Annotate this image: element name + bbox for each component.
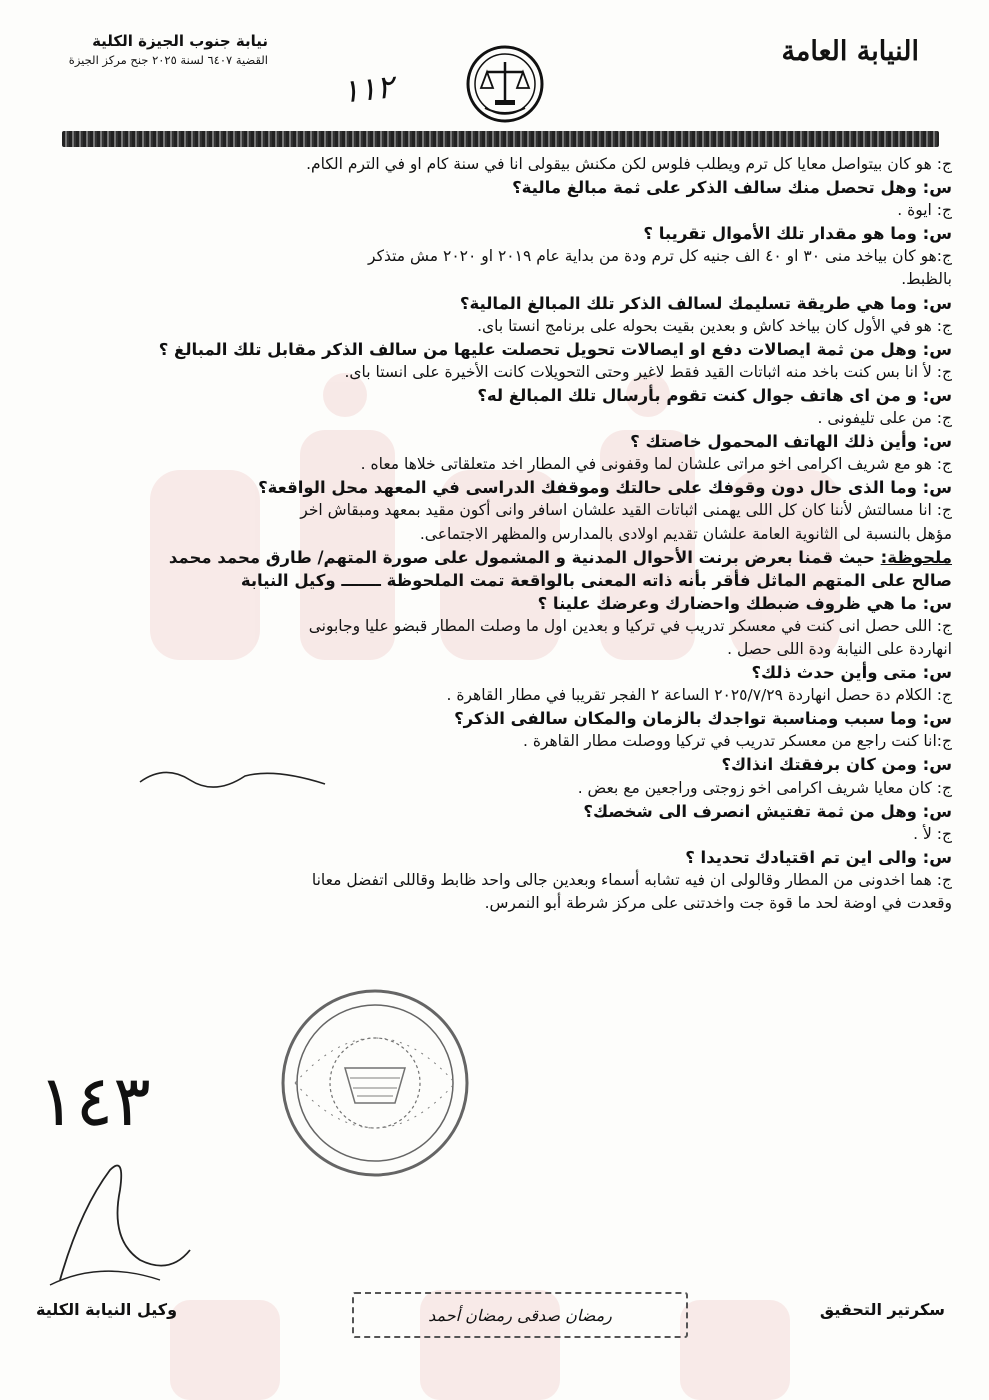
question-line: س: وهل من ثمة ايصالات دفع او ايصالات تحويل تحصلت عليها من سالف الذكر مقابل تلك المبالغ ؟ <box>158 339 952 359</box>
handwritten-margin-number: ١٤٣ <box>38 1060 151 1142</box>
answer-line: ج: هو في الأول كان بياخد كاش و بعدين بقيت بحوله على برنامج انستا باى. <box>477 316 952 335</box>
answer-line: ج: لأ . <box>913 824 952 843</box>
answer-line: مؤهل بالنسبة لى الثانوية العامة علشان تقديم اولادى بالمدارس والمظهر الاجتماعى. <box>419 524 952 543</box>
note-line: صالح على المتهم الماثل فأقر بأنه ذاته المعنى بالواقعة تمت الملحوظة ـــــــ وكيل النيابة <box>240 570 952 590</box>
prosecution-name: نيابة جنوب الجيزة الكلية <box>92 32 268 50</box>
investigation-secretary-label: سكرتير التحقيق <box>819 1300 945 1319</box>
question-line: س: و من اى هاتف جوال كنت تقوم بأرسال تلك المبالغ له؟ <box>477 385 952 405</box>
answer-line: بالظبط. <box>901 270 952 289</box>
question-line: س: ما هي ظروف ضبطك واحضارك وعرضك علينا ؟ <box>537 593 952 613</box>
prosecution-info <box>38 32 268 67</box>
question-line: س: والى اين تم اقتيادك تحديدا ؟ <box>685 847 952 867</box>
question-line: س: وما الذى حال دون وقوفك على حالتك وموقفك الدراسى في المعهد محل الواقعة؟ <box>258 478 952 498</box>
official-seal-icon <box>275 983 475 1183</box>
signature-scribble-icon <box>135 762 335 790</box>
note-label: ملحوظة: <box>880 547 952 567</box>
answer-line: ج:هو كان بياخد منى ٣٠ او ٤٠ الف جنيه كل ترم ودة من بداية عام ٢٠١٩ او ٢٠٢٠ مش متذكر <box>368 247 952 266</box>
answer-line: ج: انا مسالتش لأننا كان كل اللى يهمنى اثباتات القيد علشان اسافر وانى أكون مقيد بمعهد ومبقاش اخر <box>300 501 952 520</box>
interrogation-transcript <box>72 153 952 915</box>
question-line: س: وأين ذلك الهاتف المحمول خاصتك ؟ <box>630 432 952 452</box>
question-line: س: وما سبب ومناسبة تواجدك بالزمان والمكان سالفى الذكر؟ <box>454 709 952 729</box>
page-footer <box>0 1260 989 1400</box>
question-line: س: وما هو مقدار تلك الأموال تقريبا ؟ <box>643 224 952 244</box>
answer-line: ج: لأ انا بس كنت باخد منه اثباتات القيد فقط لاغير وحتى التحويلات كانت الأخيرة على انستا باى. <box>344 362 952 381</box>
case-number: القضية ٦٤٠٧ لسنة ٢٠٢٥ جنح مركز الجيزة <box>68 53 268 67</box>
handwritten-name-box: رمضان صدقى رمضان أحمد <box>352 1292 688 1338</box>
question-line: س: وهل من ثمة تفتيش انصرف الى شخصك؟ <box>583 801 952 821</box>
answer-line: ج: من على تليفونى . <box>817 409 952 428</box>
answer-line: ج: ايوة . <box>897 201 952 220</box>
answer-line: ج: كان معايا شريف اكرامى اخو زوجتى وراجعين مع بعض . <box>577 778 952 797</box>
question-line: س: وما هي طريقة تسليمك لسالف الذكر تلك المبالغ المالية؟ <box>459 293 952 313</box>
question-line: س: متى وأين حدث ذلك؟ <box>751 663 952 683</box>
scales-emblem-icon <box>465 44 545 124</box>
answer-line: ج: اللى حصل انى كنت في معسكر تدريب في تركيا و بعدين اول ما وصلت المطار قبضو عليا وجابونى <box>308 616 952 635</box>
note-text: حيث قمنا بعرض برنت الأحوال المدنية و المشمول على صورة المتهم/ طارق محمد محمد <box>168 547 881 567</box>
org-title: النيابة العامة <box>781 36 919 67</box>
header-divider <box>62 131 939 147</box>
prosecutor-label: وكيل النيابة الكلية <box>36 1300 178 1319</box>
answer-line: انهاردة على النيابة ودة اللى حصل . <box>727 639 952 658</box>
answer-line: وقعدت في اوضة لحد ما قوة جت واخدتنى على مركز شرطة أبو النمرس. <box>484 894 952 912</box>
note-line <box>72 546 952 569</box>
answer-line: ج: الكلام دة حصل انهاردة ٢٠٢٥/٧/٢٩ الساعة ٢ الفجر تقريبا في مطار القاهرة . <box>446 686 952 705</box>
question-line: س: ومن كان برفقتك انذاك؟ <box>721 755 952 775</box>
question-line: س: وهل تحصل منك سالف الذكر على ثمة مبالغ مالية؟ <box>512 178 952 198</box>
answer-line: ج: هو مع شريف اكرامى اخو مراتى علشان لما وقفونى في المطار اخد متعلقاتى خلاها معاه . <box>360 455 952 474</box>
handwritten-page-number: ١١٢ <box>340 67 396 111</box>
answer-line: ج: هما اخدونى من المطار وقالولى ان فيه تشابه أسماء وبعدين جالى واحد ظابط وقاللى اتفضل معانا <box>311 870 952 889</box>
page-header <box>0 0 989 150</box>
answer-line: ج:انا كنت راجع من معسكر تدريب في تركيا ووصلت مطار القاهرة . <box>522 732 952 751</box>
transcript-line: ج: هو كان بيتواصل معايا كل ترم ويطلب فلوس لكن مكنش بيقولى انا في سنة كام او في الترم الكام. <box>306 155 952 173</box>
